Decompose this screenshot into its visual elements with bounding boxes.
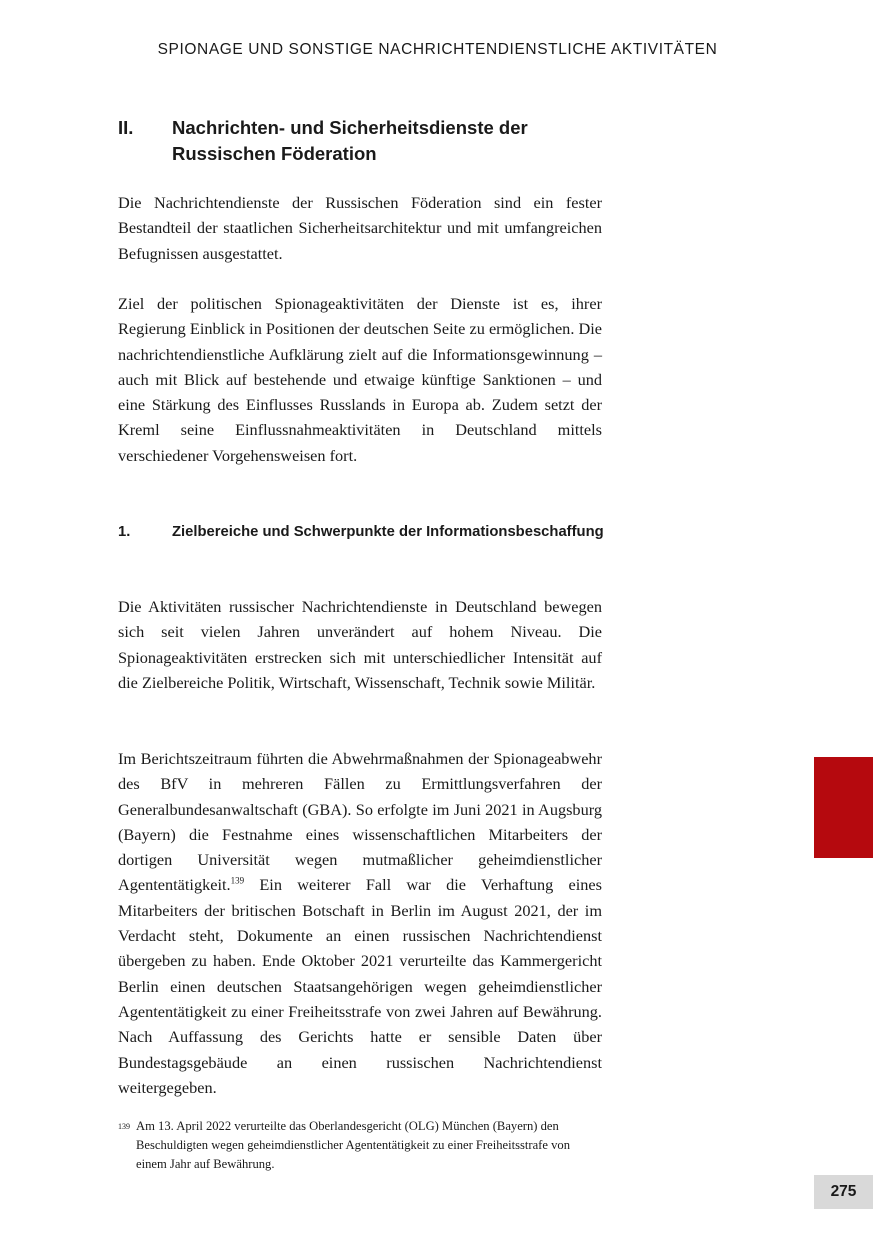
- footnote-reference[interactable]: 139: [230, 876, 245, 887]
- paragraph-activities: Die Aktivitäten russischer Nachrichtendienste in Deutschland bewegen sich seit vielen Jahren unverändert auf hohem Niveau. Die Spionageaktivitäten erstrecken sich mit unterschiedlicher Intensität auf die Zielbereiche Politik, Wirtschaft, Wissenschaft, Technik sowie Militär.: [118, 597, 602, 692]
- page-number: 275: [814, 1175, 873, 1209]
- footnote: [118, 1117, 602, 1174]
- section-number: II.: [118, 117, 134, 138]
- subsection-number: 1.: [118, 524, 131, 540]
- paragraph-cases-part-1: Im Berichtszeitraum führten die Abwehrmaßnahmen der Spionageabwehr des BfV in mehreren Fällen zu Ermittlungsverfahren der Generalbundesanwaltschaft (GBA). So erfolgte im Juni 2021 in Augsburg (Bayern) die Festnahme eines wissenschaftlichen Mitarbeiters der dortigen Universität wegen mutmaßlicher geheimdienstlicher Agententätigkeit.: [118, 749, 602, 895]
- running-head: SPIONAGE UND SONSTIGE NACHRICHTENDIENSTLICHE AKTIVITÄTEN: [157, 41, 718, 58]
- footnote-text: Am 13. April 2022 verurteilte das Oberlandesgericht (OLG) München (Bayern) den Beschuldigten wegen geheimdienstlicher Agententätigkeit zu einer Freiheitsstrafe von einem Jahr auf Bewährung.: [136, 1119, 570, 1171]
- paragraph-cases: [118, 746, 602, 1100]
- subsection-heading: [118, 520, 608, 545]
- chapter-thumb-tab: [814, 757, 873, 858]
- section-heading: [118, 115, 608, 167]
- footnote-number: 139: [118, 1122, 130, 1131]
- subsection-title: Zielbereiche und Schwerpunkte der Informationsbeschaffung: [172, 524, 604, 540]
- paragraph-intro: Die Nachrichtendienste der Russischen Föderation sind ein fester Bestandteil der staatlichen Sicherheitsarchitektur und mit umfangreichen Befugnissen ausgestattet.: [118, 193, 602, 263]
- paragraph-cases-part-2: Ein weiterer Fall war die Verhaftung eines Mitarbeiters der britischen Botschaft in Berlin im August 2021, der im Verdacht steht, Dokumente an einen russischen Nachrichtendienst übergeben zu haben. Ende Oktober 2021 verurteilte das Kammergericht Berlin einen deutschen Staatsangehörigen wegen geheimdienstlicher Agententätigkeit zu einer Freiheitsstrafe von zwei Jahren auf Bewährung. Nach Auffassung des Gerichts hatte er sensible Daten über Bundestagsgebäude an einen russischen Nachrichtendienst weitergegeben.: [118, 875, 602, 1097]
- section-title: Nachrichten- und Sicherheitsdienste der Russischen Föderation: [172, 117, 528, 164]
- paragraph-objectives: Ziel der politischen Spionageaktivitäten der Dienste ist es, ihrer Regierung Einblick in Positionen der deutschen Seite zu ermöglichen. Die nachrichtendienstliche Aufklärung zielt auf die Informationsgewinnung – auch mit Blick auf bestehende und etwaige künftige Sanktionen – und eine Stärkung des Einflusses Russlands in Europa ab. Zudem setzt der Kreml seine Einflussnahmeaktivitäten in Deutschland mittels verschiedener Vorgehensweisen fort.: [118, 294, 602, 465]
